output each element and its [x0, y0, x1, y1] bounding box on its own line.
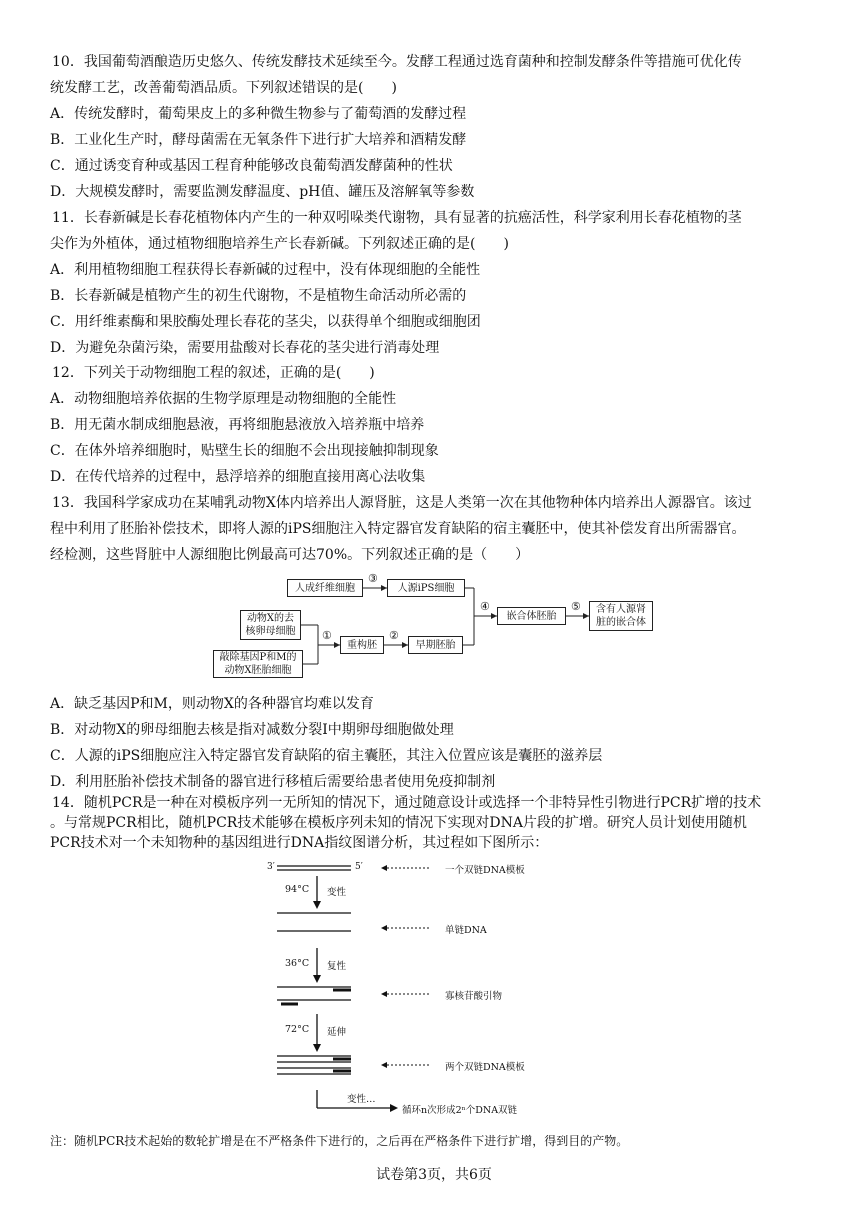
box-early-embryo: 早期胚胎	[408, 636, 463, 654]
temp-72: 72°C	[285, 1024, 310, 1035]
step-4-marker: ④	[480, 600, 490, 613]
q13-option-d: D．利用胚胎补偿技术制备的器官进行移植后需要给患者使用免疫抑制剂	[50, 774, 496, 790]
q10-stem-line1: 10．我国葡萄酒酿造历史悠久、传统发酵技术延续至今。发酵工程通过选育菌种和控制发酵条件等措施可优化传	[52, 54, 742, 70]
box-human-ips-cell: 人源iPS细胞	[387, 579, 465, 597]
temp-36: 36°C	[285, 958, 310, 969]
knockout-line2: 动物X胚胎细胞	[224, 665, 292, 676]
q11-option-c: C．用纤维素酶和果胶酶处理长春花的茎尖，以获得单个细胞或细胞团	[50, 314, 481, 330]
q12-option-b: B．用无菌水制成细胞悬液，再将细胞悬液放入培养瓶中培养	[50, 417, 425, 433]
step-5-marker: ⑤	[571, 600, 581, 613]
label-denature-more: 变性…	[347, 1094, 376, 1105]
step-1-marker: ①	[322, 629, 332, 642]
knockout-line1: 敲除基因P和M的	[219, 652, 297, 663]
q11-stem-line1: 11．长春新碱是长春花植物体内产生的一种双吲哚类代谢物，具有显著的抗癌活性，科学家利用长春花植物的茎	[52, 210, 742, 226]
step-2-marker: ②	[389, 629, 399, 642]
q12-option-a: A．动物细胞培养依据的生物学原理是动物细胞的全能性	[50, 391, 397, 407]
oocyte-line2: 核卵母细胞	[245, 626, 296, 637]
q14-note: 注：随机PCR技术起始的数轮扩增是在不严格条件下进行的，之后再在严格条件下进行扩增，得到目的产物。	[50, 1134, 629, 1148]
q14-stem-line1: 14．随机PCR是一种在对模板序列一无所知的情况下，通过随意设计或选择一个非特异性引物进行PCR扩增的技术	[52, 795, 762, 811]
box-human-fibroblast: 人成纤维细胞	[287, 579, 363, 597]
label-single-strand-dna: 单链DNA	[445, 925, 487, 936]
three-prime-end: 3′	[267, 862, 275, 872]
page-footer: 试卷第3页，共6页	[376, 1167, 492, 1183]
q10-option-a: A．传统发酵时，葡萄果皮上的多种微生物参与了葡萄酒的发酵过程	[50, 106, 467, 122]
q13-stem-line2: 程中利用了胚胎补偿技术，即将人源的iPS细胞注入特定器官发育缺陷的宿主囊胚中，使其补偿发育出所需器官。	[50, 521, 746, 537]
q13-option-a: A．缺乏基因P和M，则动物X的各种器官均难以发育	[50, 696, 374, 712]
temp-94: 94°C	[285, 884, 310, 895]
q13-stem-line3: 经检测，这些肾脏中人源细胞比例最高可达70%。下列叙述正确的是（ ）	[50, 547, 530, 563]
q10-option-b: B．工业化生产时，酵母菌需在无氧条件下进行扩大培养和酒精发酵	[50, 132, 467, 148]
box-reconstructed-embryo: 重构胚	[340, 636, 384, 654]
q10-option-c: C．通过诱变育种或基因工程育种能够改良葡萄酒发酵菌种的性状	[50, 158, 453, 174]
label-two-double-strand: 两个双链DNA模板	[445, 1062, 525, 1073]
step-anneal: 复性	[327, 961, 347, 972]
step-3-marker: ③	[368, 572, 378, 585]
q13-option-c: C．人源的iPS细胞应注入特定器官发育缺陷的宿主囊胚，其注入位置应该是囊胚的滋养层	[50, 748, 603, 764]
five-prime-end: 5′	[355, 862, 363, 872]
step-denature: 变性	[327, 887, 347, 898]
q11-option-b: B．长春新碱是植物产生的初生代谢物，不是植物生命活动所必需的	[50, 288, 467, 304]
q14-stem-line3: PCR技术对一个未知物种的基因组进行DNA指纹图谱分析，其过程如下图所示：	[50, 835, 549, 851]
organ-line1: 含有人源肾	[596, 604, 646, 615]
box-chimera-embryo: 嵌合体胚胎	[497, 607, 566, 625]
q12-option-c: C．在体外培养细胞时，贴壁生长的细胞不会出现接触抑制现象	[50, 443, 439, 459]
organ-line2: 脏的嵌合体	[596, 617, 646, 628]
oocyte-line1: 动物X的去	[246, 613, 295, 624]
q14-stem-line2: 。与常规PCR相比，随机PCR技术能够在模板序列未知的情况下实现对DNA片段的扩增。研究人员计划使用随机	[50, 815, 747, 831]
q11-stem-line2: 尖作为外植体，通过植物细胞培养生产长春新碱。下列叙述正确的是( )	[50, 236, 509, 252]
q10-stem-line2: 统发酵工艺，改善葡萄酒品质。下列叙述错误的是( )	[50, 80, 397, 96]
q12-option-d: D．在传代培养的过程中，悬浮培养的细胞直接用离心法收集	[50, 469, 426, 485]
label-oligo-primer: 寡核苷酸引物	[445, 991, 503, 1002]
q10-option-d: D．大规模发酵时，需要监测发酵温度、pH值、罐压及溶解氧等参数	[50, 184, 475, 200]
step-extend: 延伸	[327, 1027, 347, 1038]
label-cycle-result: 循环n次形成2ⁿ个DNA双链	[402, 1105, 518, 1116]
q11-option-d: D．为避免杂菌污染，需要用盐酸对长春花的茎尖进行消毒处理	[50, 340, 440, 356]
q13-option-b: B．对动物X的卵母细胞去核是指对减数分裂Ⅰ中期卵母细胞做处理	[50, 722, 454, 738]
q11-option-a: A．利用植物细胞工程获得长春新碱的过程中，没有体现细胞的全能性	[50, 262, 481, 278]
label-double-strand-template: 一个双链DNA模板	[445, 865, 525, 876]
q13-stem-line1: 13．我国科学家成功在某哺乳动物X体内培养出人源肾脏，这是人类第一次在其他物种体内培养出人源器官。该过	[52, 495, 752, 511]
q12-stem: 12．下列关于动物细胞工程的叙述，正确的是( )	[52, 365, 375, 381]
